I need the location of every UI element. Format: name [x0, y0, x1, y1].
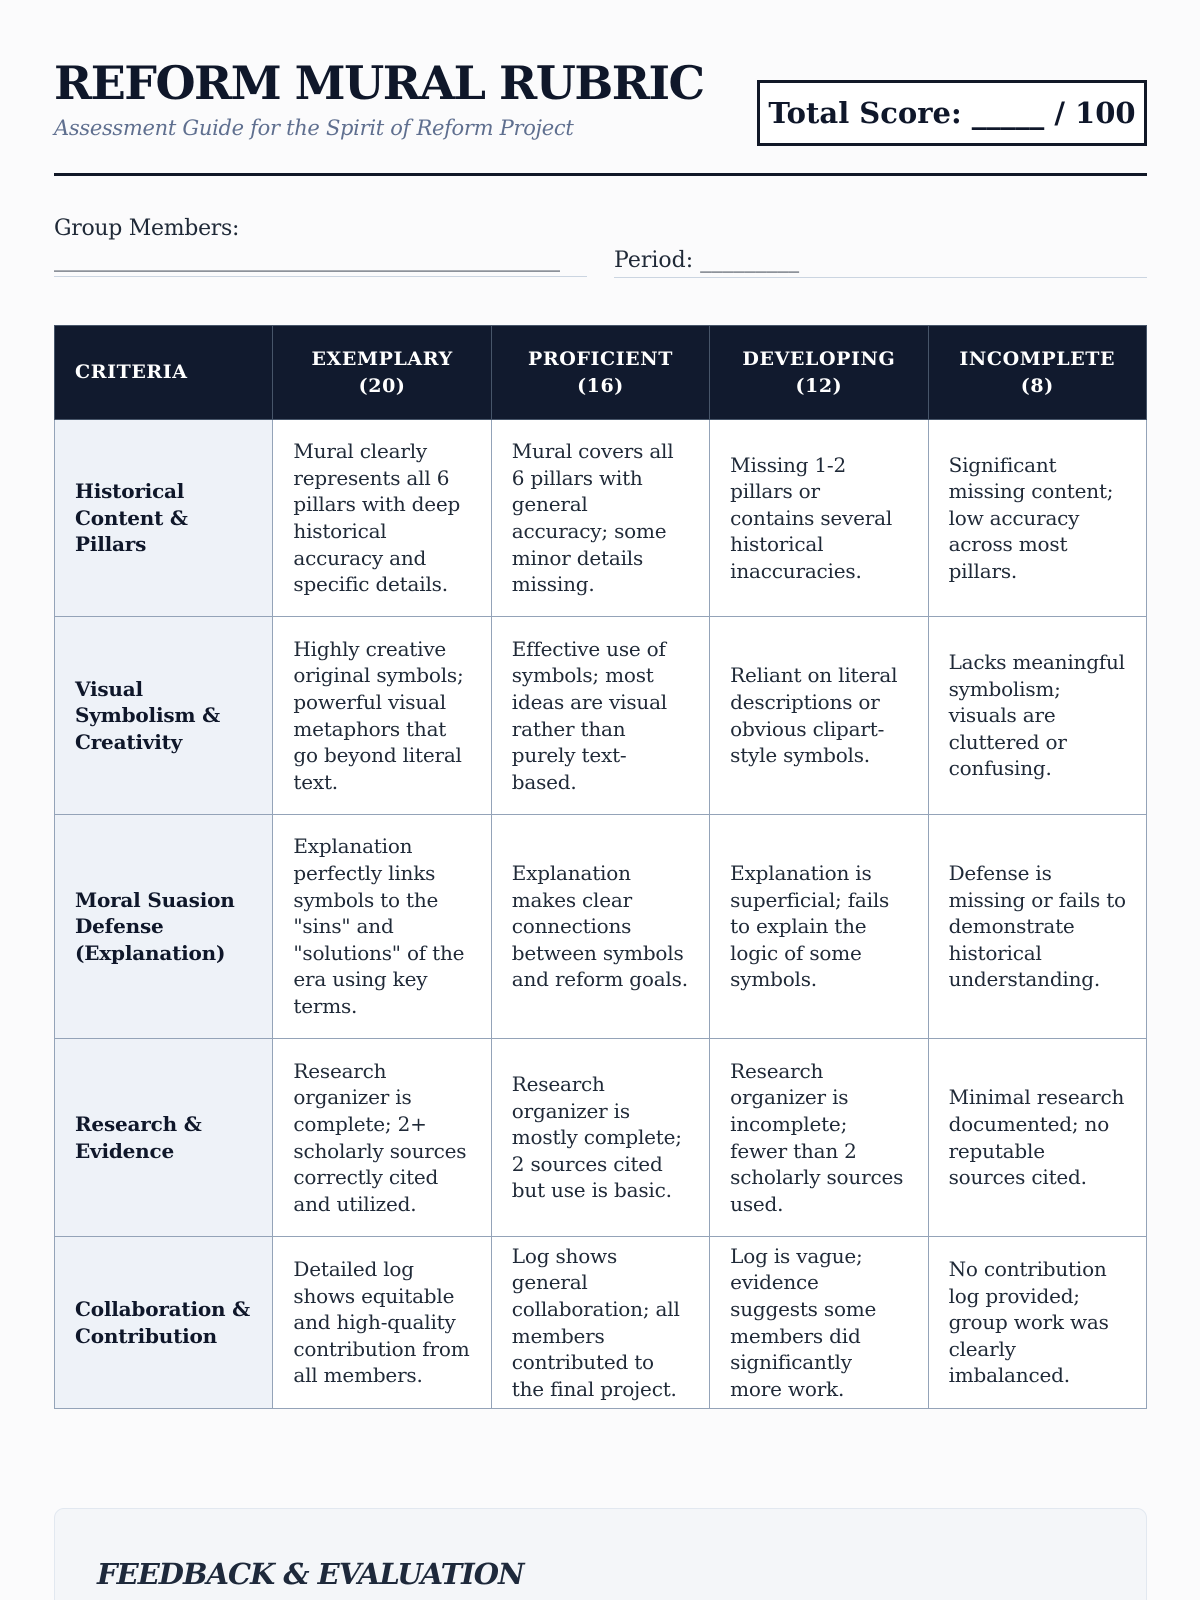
- incomplete-cell: Significant missing content; low accuracy across most pillars.: [928, 420, 1146, 617]
- group-members-blank[interactable]: ______________________________________________: [54, 247, 560, 272]
- exemplary-cell: Highly creative original symbols; powerful visual metaphors that go beyond literal text.: [273, 617, 491, 815]
- incomplete-cell: Defense is missing or fails to demonstrate historical understanding.: [928, 815, 1146, 1039]
- developing-points: (12): [795, 374, 843, 397]
- student-info: [54, 176, 1147, 326]
- developing-cell: Research organizer is incomplete; fewer than 2 scholarly sources used.: [710, 1039, 928, 1237]
- rubric-header-row: [55, 326, 1147, 420]
- proficient-header-label: PROFICIENT: [527, 347, 673, 370]
- exemplary-points: (20): [358, 374, 406, 397]
- feedback-title: FEEDBACK & EVALUATION: [97, 1557, 524, 1591]
- period-field[interactable]: Period: _________: [614, 248, 1147, 278]
- proficient-cell: Effective use of symbols; most ideas are visual rather than purely text-based.: [491, 617, 709, 815]
- page-title: REFORM MURAL RUBRIC: [54, 56, 704, 110]
- incomplete-header-label: INCOMPLETE: [959, 347, 1116, 370]
- criteria-cell: Research & Evidence: [55, 1039, 273, 1237]
- rubric-page: [54, 0, 1147, 326]
- incomplete-cell: No contribution log provided; group work was clearly imbalanced.: [928, 1237, 1146, 1409]
- table-row: [55, 1237, 1147, 1409]
- criteria-cell: Visual Symbolism & Creativity: [55, 617, 273, 815]
- incomplete-cell: Lacks meaningful symbolism; visuals are cluttered or confusing.: [928, 617, 1146, 815]
- developing-cell: Missing 1-2 pillars or contains several historical inaccuracies.: [710, 420, 928, 617]
- rubric-table: [54, 325, 1147, 1409]
- incomplete-points: (8): [1020, 374, 1054, 397]
- exemplary-cell: Detailed log shows equitable and high-quality contribution from all members.: [273, 1237, 491, 1409]
- exemplary-header-label: EXEMPLARY: [311, 347, 453, 370]
- developing-cell: Reliant on literal descriptions or obvious clipart-style symbols.: [710, 617, 928, 815]
- proficient-points: (16): [577, 374, 624, 397]
- feedback-section: [54, 1508, 1147, 1600]
- table-row: [55, 420, 1147, 617]
- incomplete-header: [928, 326, 1146, 420]
- exemplary-cell: Explanation perfectly links symbols to the "sins" and "solutions" of the era using key terms.: [273, 815, 491, 1039]
- table-row: [55, 617, 1147, 815]
- criteria-header-label: CRITERIA: [75, 361, 188, 383]
- criteria-cell: Collaboration & Contribution: [55, 1237, 273, 1409]
- developing-cell: Log is vague; evidence suggests some members did significantly more work.: [710, 1237, 928, 1409]
- table-row: [55, 815, 1147, 1039]
- criteria-cell: Moral Suasion Defense (Explanation): [55, 815, 273, 1039]
- developing-header: [710, 326, 928, 420]
- exemplary-cell: Research organizer is complete; 2+ scholarly sources correctly cited and utilized.: [273, 1039, 491, 1237]
- exemplary-cell: Mural clearly represents all 6 pillars with deep historical accuracy and specific details.: [273, 420, 491, 617]
- proficient-cell: Log shows general collaboration; all members contributed to the final project.: [491, 1237, 709, 1409]
- criteria-cell: Historical Content & Pillars: [55, 420, 273, 617]
- proficient-header: [491, 326, 709, 420]
- proficient-cell: Explanation makes clear connections between symbols and reform goals.: [491, 815, 709, 1039]
- page-subtitle: Assessment Guide for the Spirit of Reform Project: [54, 116, 574, 140]
- incomplete-cell: Minimal research documented; no reputable sources cited.: [928, 1039, 1146, 1237]
- page-header: [54, 0, 1147, 176]
- criteria-header: [55, 326, 273, 420]
- group-members-field[interactable]: [54, 216, 587, 277]
- developing-cell: Explanation is superficial; fails to explain the logic of some symbols.: [710, 815, 928, 1039]
- proficient-cell: Research organizer is mostly complete; 2 sources cited but use is basic.: [491, 1039, 709, 1237]
- exemplary-header: [273, 326, 491, 420]
- total-score-box[interactable]: Total Score: _____ / 100: [757, 80, 1147, 146]
- proficient-cell: Mural covers all 6 pillars with general accuracy; some minor details missing.: [491, 420, 709, 617]
- group-members-label: Group Members:: [54, 216, 240, 241]
- developing-header-label: DEVELOPING: [742, 347, 896, 370]
- table-row: [55, 1039, 1147, 1237]
